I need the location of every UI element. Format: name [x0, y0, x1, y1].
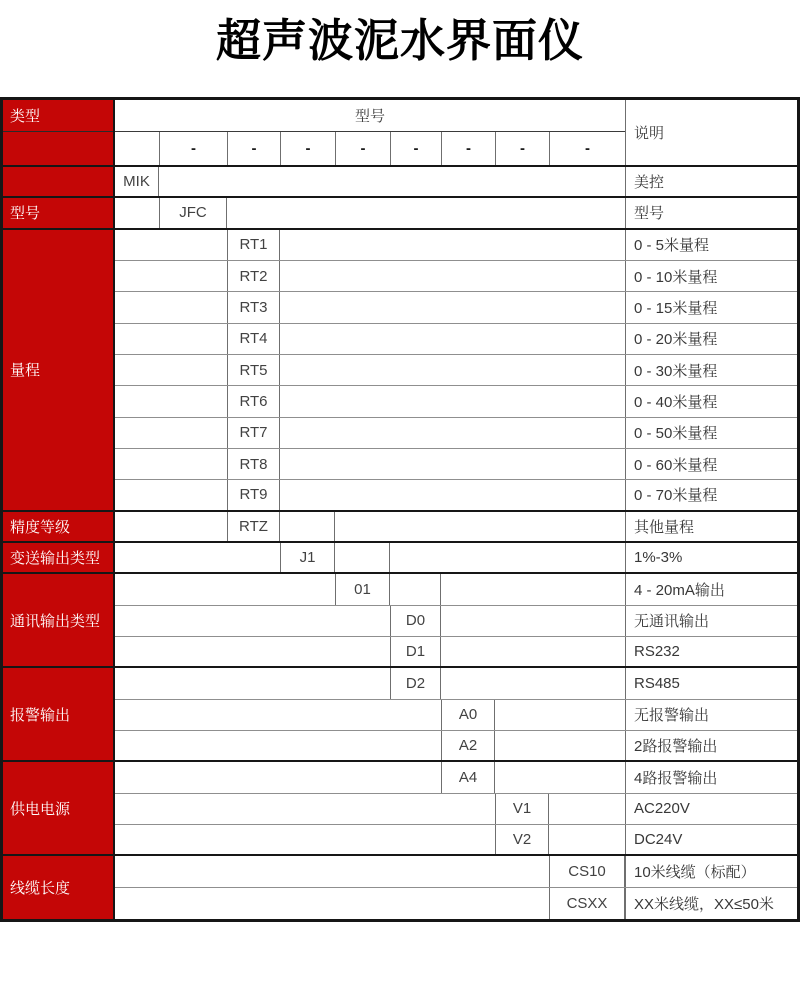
- dash-cell: -: [280, 132, 335, 165]
- table-row: [115, 230, 797, 261]
- desc-cell: 其他量程: [625, 512, 797, 541]
- code-cell: 01: [335, 574, 390, 604]
- empty-cell: [335, 543, 390, 572]
- table-row: [115, 418, 797, 449]
- desc-cell: AC220V: [625, 794, 797, 824]
- table-row: [115, 888, 797, 919]
- desc-cell: 0 - 30米量程: [625, 355, 797, 385]
- dash-cell: -: [159, 132, 227, 165]
- empty-cell: [115, 261, 227, 291]
- code-cell: RT2: [227, 261, 280, 291]
- table-row: [115, 856, 797, 887]
- table-row: [115, 543, 797, 574]
- empty-cell: [390, 574, 441, 604]
- code-cell: D1: [390, 637, 441, 666]
- empty-cell: [390, 543, 625, 572]
- table-row: [115, 449, 797, 480]
- code-cell: JFC: [159, 198, 227, 227]
- category-column: [3, 167, 115, 919]
- desc-cell: XX米线缆，XX≤50米: [625, 888, 797, 919]
- empty-cell: [280, 261, 625, 291]
- desc-cell: 0 - 70米量程: [625, 480, 797, 509]
- group-label-alarm-output: 报警输出: [3, 668, 113, 762]
- table-row: [115, 668, 797, 699]
- empty-cell: [115, 668, 390, 698]
- table-row: [115, 198, 797, 229]
- dash-cell: -: [495, 132, 549, 165]
- table-row: [115, 261, 797, 292]
- type-header-cell: 类型: [3, 100, 113, 132]
- desc-cell: RS485: [625, 668, 797, 698]
- empty-cell: [115, 794, 495, 824]
- code-rows: [115, 167, 797, 919]
- desc-cell: 0 - 50米量程: [625, 418, 797, 448]
- dash-cell: -: [441, 132, 495, 165]
- code-cell: V2: [495, 825, 549, 854]
- desc-cell: 0 - 5米量程: [625, 230, 797, 260]
- table-header-band: [3, 100, 797, 167]
- code-cell: J1: [280, 543, 335, 572]
- empty-cell: [115, 637, 390, 666]
- code-cell: RT4: [227, 324, 280, 354]
- code-cell: RT5: [227, 355, 280, 385]
- empty-cell: [159, 167, 625, 196]
- dash-separator-row: [115, 132, 625, 165]
- table-row: [115, 731, 797, 762]
- empty-cell: [280, 512, 335, 541]
- desc-cell: 4 - 20mA输出: [625, 574, 797, 604]
- model-header-cell: 型号: [115, 100, 625, 132]
- empty-cell: [280, 230, 625, 260]
- empty-cell: [441, 637, 625, 666]
- group-label-accuracy: 精度等级: [3, 512, 113, 543]
- code-cell: D2: [390, 668, 441, 698]
- code-cell: RT7: [227, 418, 280, 448]
- group-label-model: 型号: [3, 198, 113, 229]
- page-title: 超声波泥水界面仪: [215, 15, 584, 66]
- table-row: [115, 700, 797, 731]
- table-row: [115, 480, 797, 511]
- empty-cell: [115, 606, 390, 636]
- group-label-cable-length: 线缆长度: [3, 856, 113, 919]
- desc-cell: 0 - 40米量程: [625, 386, 797, 416]
- group-label-empty: [3, 167, 113, 198]
- code-cell: MIK: [115, 167, 159, 196]
- empty-cell: [227, 198, 625, 227]
- empty-cell: [115, 574, 335, 604]
- header-middle-column: [115, 100, 625, 165]
- empty-cell: [549, 794, 625, 824]
- code-cell: CS10: [549, 856, 625, 886]
- code-cell: RT6: [227, 386, 280, 416]
- empty-cell: [115, 512, 227, 541]
- empty-cell: [115, 292, 227, 322]
- desc-cell: RS232: [625, 637, 797, 666]
- desc-cell: 0 - 60米量程: [625, 449, 797, 479]
- empty-cell: [115, 355, 227, 385]
- desc-cell: 美控: [625, 167, 797, 196]
- group-label-range: 量程: [3, 230, 113, 512]
- code-cell: V1: [495, 794, 549, 824]
- table-row: [115, 355, 797, 386]
- empty-cell: [495, 731, 625, 760]
- code-cell: RT8: [227, 449, 280, 479]
- code-cell: RT9: [227, 480, 280, 509]
- model-selection-table: [0, 97, 800, 922]
- empty-cell: [335, 512, 625, 541]
- table-row: [115, 825, 797, 856]
- header-left-column: [3, 100, 115, 165]
- empty-cell: [115, 825, 495, 854]
- code-cell: A0: [441, 700, 495, 730]
- empty-cell: [115, 132, 159, 165]
- desc-cell: 4路报警输出: [625, 762, 797, 792]
- desc-cell: 无通讯输出: [625, 606, 797, 636]
- desc-cell: DC24V: [625, 825, 797, 854]
- table-row: [115, 574, 797, 605]
- desc-cell: 1%-3%: [625, 543, 797, 572]
- empty-cell: [115, 449, 227, 479]
- table-row: [115, 606, 797, 637]
- table-row: [115, 794, 797, 825]
- table-row: [115, 167, 797, 198]
- empty-cell: [441, 606, 625, 636]
- empty-cell: [495, 700, 625, 730]
- dash-cell: -: [390, 132, 441, 165]
- group-label-comm-output: 通讯输出类型: [3, 574, 113, 668]
- empty-cell: [280, 480, 625, 509]
- table-body: [3, 167, 797, 919]
- empty-cell: [115, 543, 280, 572]
- empty-cell: [115, 856, 549, 886]
- empty-cell: [115, 418, 227, 448]
- empty-cell: [115, 762, 441, 792]
- table-row: [115, 386, 797, 417]
- code-cell: A4: [441, 762, 495, 792]
- table-row: [115, 324, 797, 355]
- empty-cell: [115, 888, 549, 919]
- desc-cell: 无报警输出: [625, 700, 797, 730]
- desc-cell: 10米线缆（标配）: [625, 856, 797, 886]
- empty-cell: [280, 386, 625, 416]
- table-row: [115, 512, 797, 543]
- empty-cell: [280, 355, 625, 385]
- empty-cell: [441, 668, 625, 698]
- empty-cell: [280, 418, 625, 448]
- code-cell: RT3: [227, 292, 280, 322]
- empty-cell: [115, 230, 227, 260]
- code-cell: RTZ: [227, 512, 280, 541]
- empty-cell: [280, 292, 625, 322]
- empty-cell: [549, 825, 625, 854]
- empty-red-cell: [3, 132, 113, 165]
- code-cell: D0: [390, 606, 441, 636]
- description-header-cell: 说明: [625, 100, 797, 165]
- code-cell: CSXX: [549, 888, 625, 919]
- dash-cell: -: [549, 132, 625, 165]
- group-label-transmitter-output: 变送输出类型: [3, 543, 113, 574]
- table-row: [115, 637, 797, 668]
- empty-cell: [441, 574, 625, 604]
- desc-cell: 0 - 20米量程: [625, 324, 797, 354]
- empty-cell: [115, 324, 227, 354]
- empty-cell: [115, 731, 441, 760]
- dash-cell: -: [335, 132, 390, 165]
- table-row: [115, 292, 797, 323]
- empty-cell: [280, 449, 625, 479]
- empty-cell: [115, 480, 227, 509]
- empty-cell: [115, 386, 227, 416]
- dash-cell: -: [227, 132, 280, 165]
- desc-cell: 2路报警输出: [625, 731, 797, 760]
- empty-cell: [115, 198, 159, 227]
- code-cell: RT1: [227, 230, 280, 260]
- desc-cell: 型号: [625, 198, 797, 227]
- code-cell: A2: [441, 731, 495, 760]
- table-row: [115, 762, 797, 793]
- empty-cell: [495, 762, 625, 792]
- group-label-power-supply: 供电电源: [3, 762, 113, 856]
- empty-cell: [280, 324, 625, 354]
- desc-cell: 0 - 15米量程: [625, 292, 797, 322]
- empty-cell: [115, 700, 441, 730]
- desc-cell: 0 - 10米量程: [625, 261, 797, 291]
